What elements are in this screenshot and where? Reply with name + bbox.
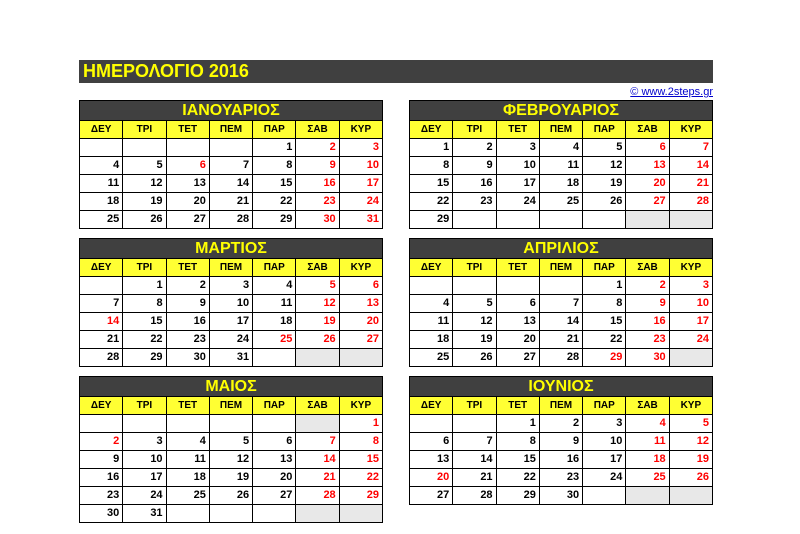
day-cell: 23 <box>453 193 496 211</box>
day-cell: 5 <box>453 295 496 313</box>
day-cell: 21 <box>669 175 712 193</box>
day-cell: 5 <box>669 415 712 433</box>
day-cell: 22 <box>339 469 382 487</box>
day-cell: 13 <box>166 175 209 193</box>
day-cell: 3 <box>583 415 626 433</box>
weekday-header: ΠΕΜ <box>539 259 582 277</box>
weekday-header: ΚΥΡ <box>339 259 382 277</box>
weekday-header: ΤΕΤ <box>496 397 539 415</box>
day-cell: 5 <box>583 139 626 157</box>
weekday-header: ΤΡΙ <box>453 259 496 277</box>
day-cell: 24 <box>339 193 382 211</box>
month-table <box>409 238 713 367</box>
month-table <box>79 238 383 367</box>
day-cell: 29 <box>339 487 382 505</box>
day-cell: 9 <box>166 295 209 313</box>
day-cell: 6 <box>496 295 539 313</box>
day-cell: 27 <box>410 487 453 505</box>
day-cell: 30 <box>166 349 209 367</box>
day-cell: 6 <box>626 139 669 157</box>
empty-cell <box>209 505 252 523</box>
day-cell: 17 <box>123 469 166 487</box>
day-cell: 15 <box>339 451 382 469</box>
empty-cell <box>626 487 669 505</box>
day-cell: 30 <box>80 505 123 523</box>
weekday-header: ΔΕΥ <box>80 121 123 139</box>
empty-cell <box>80 277 123 295</box>
empty-cell <box>296 415 339 433</box>
empty-cell <box>123 139 166 157</box>
empty-cell <box>453 415 496 433</box>
day-cell: 29 <box>253 211 296 229</box>
day-cell: 19 <box>453 331 496 349</box>
day-cell: 11 <box>253 295 296 313</box>
empty-cell <box>80 139 123 157</box>
day-cell: 12 <box>123 175 166 193</box>
day-cell: 13 <box>410 451 453 469</box>
weekday-header: ΠΑΡ <box>583 397 626 415</box>
day-cell: 9 <box>296 157 339 175</box>
weekday-header: ΚΥΡ <box>669 397 712 415</box>
day-cell: 13 <box>253 451 296 469</box>
day-cell: 15 <box>410 175 453 193</box>
weekday-header: ΠΑΡ <box>583 121 626 139</box>
day-cell: 29 <box>583 349 626 367</box>
weekday-header: ΤΕΤ <box>496 259 539 277</box>
day-cell: 30 <box>296 211 339 229</box>
weekday-header: ΚΥΡ <box>339 121 382 139</box>
day-cell: 26 <box>669 469 712 487</box>
weekday-header: ΤΕΤ <box>496 121 539 139</box>
month-table <box>409 376 713 505</box>
day-cell: 25 <box>410 349 453 367</box>
weekday-header: ΠΑΡ <box>253 397 296 415</box>
weekday-header: ΣΑΒ <box>296 397 339 415</box>
day-cell: 21 <box>209 193 252 211</box>
day-cell: 28 <box>453 487 496 505</box>
weekday-header: ΔΕΥ <box>80 397 123 415</box>
day-cell: 1 <box>339 415 382 433</box>
day-cell: 8 <box>123 295 166 313</box>
day-cell: 17 <box>339 175 382 193</box>
empty-cell <box>296 349 339 367</box>
weekday-header: ΣΑΒ <box>296 259 339 277</box>
day-cell: 20 <box>496 331 539 349</box>
month-name: ΙΑΝΟΥΑΡΙΟΣ <box>80 101 383 121</box>
day-cell: 23 <box>539 469 582 487</box>
day-cell: 22 <box>253 193 296 211</box>
day-cell: 12 <box>669 433 712 451</box>
month-name: ΜΑΡΤΙΟΣ <box>80 239 383 259</box>
day-cell: 13 <box>496 313 539 331</box>
empty-cell <box>583 487 626 505</box>
month-table <box>79 376 383 523</box>
day-cell: 29 <box>410 211 453 229</box>
empty-cell <box>166 139 209 157</box>
day-cell: 23 <box>626 331 669 349</box>
day-cell: 12 <box>209 451 252 469</box>
empty-cell <box>339 349 382 367</box>
month-name: ΙΟΥΝΙΟΣ <box>410 377 713 397</box>
day-cell: 3 <box>669 277 712 295</box>
day-cell: 12 <box>296 295 339 313</box>
day-cell: 17 <box>209 313 252 331</box>
title-bar <box>79 60 713 83</box>
day-cell: 5 <box>296 277 339 295</box>
month-name: ΦΕΒΡΟΥΑΡΙΟΣ <box>410 101 713 121</box>
weekday-header: ΠΕΜ <box>209 259 252 277</box>
day-cell: 3 <box>339 139 382 157</box>
day-cell: 10 <box>123 451 166 469</box>
day-cell: 27 <box>496 349 539 367</box>
day-cell: 28 <box>669 193 712 211</box>
page-title: ΗΜΕΡΟΛΟΓΙΟ 2016 <box>83 61 249 81</box>
day-cell: 10 <box>583 433 626 451</box>
day-cell: 19 <box>669 451 712 469</box>
day-cell: 9 <box>80 451 123 469</box>
day-cell: 7 <box>209 157 252 175</box>
day-cell: 18 <box>410 331 453 349</box>
day-cell: 12 <box>453 313 496 331</box>
weekday-header: ΔΕΥ <box>80 259 123 277</box>
day-cell: 31 <box>209 349 252 367</box>
day-cell: 23 <box>296 193 339 211</box>
weekday-header: ΔΕΥ <box>410 259 453 277</box>
day-cell: 10 <box>496 157 539 175</box>
day-cell: 3 <box>496 139 539 157</box>
weekday-header: ΚΥΡ <box>339 397 382 415</box>
day-cell: 18 <box>626 451 669 469</box>
day-cell: 8 <box>410 157 453 175</box>
empty-cell <box>166 415 209 433</box>
empty-cell <box>626 211 669 229</box>
day-cell: 20 <box>339 313 382 331</box>
day-cell: 28 <box>80 349 123 367</box>
day-cell: 11 <box>626 433 669 451</box>
day-cell: 20 <box>626 175 669 193</box>
day-cell: 14 <box>209 175 252 193</box>
month-name: ΑΠΡΙΛΙΟΣ <box>410 239 713 259</box>
day-cell: 2 <box>296 139 339 157</box>
empty-cell <box>669 211 712 229</box>
day-cell: 16 <box>296 175 339 193</box>
day-cell: 1 <box>410 139 453 157</box>
day-cell: 2 <box>453 139 496 157</box>
day-cell: 26 <box>296 331 339 349</box>
day-cell: 27 <box>626 193 669 211</box>
day-cell: 6 <box>253 433 296 451</box>
weekday-header: ΤΡΙ <box>123 121 166 139</box>
day-cell: 22 <box>410 193 453 211</box>
empty-cell <box>669 487 712 505</box>
day-cell: 23 <box>80 487 123 505</box>
day-cell: 14 <box>296 451 339 469</box>
day-cell: 11 <box>410 313 453 331</box>
day-cell: 1 <box>253 139 296 157</box>
day-cell: 25 <box>166 487 209 505</box>
day-cell: 29 <box>496 487 539 505</box>
day-cell: 9 <box>453 157 496 175</box>
day-cell: 1 <box>123 277 166 295</box>
day-cell: 26 <box>209 487 252 505</box>
day-cell: 15 <box>496 451 539 469</box>
day-cell: 28 <box>539 349 582 367</box>
day-cell: 16 <box>166 313 209 331</box>
day-cell: 6 <box>410 433 453 451</box>
day-cell: 25 <box>80 211 123 229</box>
day-cell: 17 <box>583 451 626 469</box>
day-cell: 16 <box>626 313 669 331</box>
day-cell: 25 <box>539 193 582 211</box>
day-cell: 3 <box>209 277 252 295</box>
day-cell: 19 <box>209 469 252 487</box>
weekday-header: ΠΕΜ <box>209 397 252 415</box>
day-cell: 27 <box>166 211 209 229</box>
day-cell: 28 <box>296 487 339 505</box>
empty-cell <box>496 211 539 229</box>
day-cell: 18 <box>166 469 209 487</box>
day-cell: 21 <box>80 331 123 349</box>
weekday-header: ΠΕΜ <box>539 397 582 415</box>
weekday-header: ΚΥΡ <box>669 259 712 277</box>
day-cell: 27 <box>339 331 382 349</box>
empty-cell <box>410 277 453 295</box>
day-cell: 20 <box>410 469 453 487</box>
day-cell: 19 <box>583 175 626 193</box>
day-cell: 4 <box>539 139 582 157</box>
day-cell: 10 <box>669 295 712 313</box>
day-cell: 10 <box>339 157 382 175</box>
empty-cell <box>669 349 712 367</box>
day-cell: 2 <box>166 277 209 295</box>
day-cell: 3 <box>123 433 166 451</box>
day-cell: 14 <box>539 313 582 331</box>
empty-cell <box>496 277 539 295</box>
month-table <box>409 100 713 229</box>
empty-cell <box>209 139 252 157</box>
weekday-header: ΣΑΒ <box>626 397 669 415</box>
day-cell: 10 <box>209 295 252 313</box>
day-cell: 14 <box>453 451 496 469</box>
day-cell: 26 <box>453 349 496 367</box>
day-cell: 15 <box>583 313 626 331</box>
weekday-header: ΔΕΥ <box>410 397 453 415</box>
day-cell: 2 <box>80 433 123 451</box>
day-cell: 9 <box>539 433 582 451</box>
month-name: ΜΑΙΟΣ <box>80 377 383 397</box>
empty-cell <box>539 211 582 229</box>
weekday-header: ΠΕΜ <box>209 121 252 139</box>
weekday-header: ΠΑΡ <box>253 259 296 277</box>
weekday-header: ΔΕΥ <box>410 121 453 139</box>
weekday-header: ΤΕΤ <box>166 259 209 277</box>
day-cell: 24 <box>583 469 626 487</box>
day-cell: 11 <box>539 157 582 175</box>
day-cell: 17 <box>669 313 712 331</box>
day-cell: 4 <box>626 415 669 433</box>
day-cell: 16 <box>539 451 582 469</box>
day-cell: 1 <box>496 415 539 433</box>
weekday-header: ΣΑΒ <box>626 121 669 139</box>
day-cell: 21 <box>453 469 496 487</box>
day-cell: 16 <box>80 469 123 487</box>
day-cell: 26 <box>123 211 166 229</box>
day-cell: 4 <box>80 157 123 175</box>
day-cell: 9 <box>626 295 669 313</box>
day-cell: 21 <box>296 469 339 487</box>
weekday-header: ΠΑΡ <box>253 121 296 139</box>
day-cell: 25 <box>253 331 296 349</box>
day-cell: 28 <box>209 211 252 229</box>
empty-cell <box>296 505 339 523</box>
day-cell: 14 <box>669 157 712 175</box>
weekday-header: ΤΡΙ <box>123 259 166 277</box>
empty-cell <box>253 505 296 523</box>
weekday-header: ΤΕΤ <box>166 397 209 415</box>
day-cell: 18 <box>253 313 296 331</box>
day-cell: 26 <box>583 193 626 211</box>
day-cell: 22 <box>583 331 626 349</box>
day-cell: 5 <box>209 433 252 451</box>
day-cell: 6 <box>166 157 209 175</box>
day-cell: 22 <box>123 331 166 349</box>
empty-cell <box>123 415 166 433</box>
empty-cell <box>209 415 252 433</box>
day-cell: 11 <box>166 451 209 469</box>
weekday-header: ΠΕΜ <box>539 121 582 139</box>
day-cell: 19 <box>296 313 339 331</box>
day-cell: 24 <box>496 193 539 211</box>
day-cell: 7 <box>453 433 496 451</box>
day-cell: 15 <box>123 313 166 331</box>
day-cell: 18 <box>539 175 582 193</box>
day-cell: 27 <box>253 487 296 505</box>
day-cell: 8 <box>496 433 539 451</box>
day-cell: 30 <box>539 487 582 505</box>
day-cell: 31 <box>339 211 382 229</box>
day-cell: 7 <box>539 295 582 313</box>
day-cell: 4 <box>410 295 453 313</box>
day-cell: 29 <box>123 349 166 367</box>
month-table <box>79 100 383 229</box>
day-cell: 8 <box>339 433 382 451</box>
empty-cell <box>80 415 123 433</box>
day-cell: 11 <box>80 175 123 193</box>
day-cell: 2 <box>626 277 669 295</box>
day-cell: 4 <box>253 277 296 295</box>
weekday-header: ΣΑΒ <box>296 121 339 139</box>
empty-cell <box>453 211 496 229</box>
weekday-header: ΣΑΒ <box>626 259 669 277</box>
day-cell: 6 <box>339 277 382 295</box>
day-cell: 20 <box>166 193 209 211</box>
empty-cell <box>410 415 453 433</box>
day-cell: 1 <box>583 277 626 295</box>
day-cell: 7 <box>669 139 712 157</box>
day-cell: 2 <box>539 415 582 433</box>
day-cell: 5 <box>123 157 166 175</box>
weekday-header: ΤΡΙ <box>453 397 496 415</box>
weekday-header: ΚΥΡ <box>669 121 712 139</box>
empty-cell <box>253 415 296 433</box>
day-cell: 8 <box>583 295 626 313</box>
day-cell: 30 <box>626 349 669 367</box>
empty-cell <box>166 505 209 523</box>
day-cell: 7 <box>80 295 123 313</box>
day-cell: 8 <box>253 157 296 175</box>
day-cell: 17 <box>496 175 539 193</box>
day-cell: 13 <box>626 157 669 175</box>
day-cell: 4 <box>166 433 209 451</box>
credit-link[interactable]: © www.2steps.gr <box>630 86 713 98</box>
day-cell: 23 <box>166 331 209 349</box>
day-cell: 12 <box>583 157 626 175</box>
day-cell: 25 <box>626 469 669 487</box>
day-cell: 15 <box>253 175 296 193</box>
day-cell: 24 <box>123 487 166 505</box>
day-cell: 24 <box>669 331 712 349</box>
empty-cell <box>253 349 296 367</box>
day-cell: 18 <box>80 193 123 211</box>
day-cell: 7 <box>296 433 339 451</box>
day-cell: 14 <box>80 313 123 331</box>
day-cell: 21 <box>539 331 582 349</box>
day-cell: 19 <box>123 193 166 211</box>
day-cell: 20 <box>253 469 296 487</box>
empty-cell <box>583 211 626 229</box>
day-cell: 31 <box>123 505 166 523</box>
day-cell: 24 <box>209 331 252 349</box>
weekday-header: ΠΑΡ <box>583 259 626 277</box>
empty-cell <box>339 505 382 523</box>
empty-cell <box>453 277 496 295</box>
day-cell: 13 <box>339 295 382 313</box>
weekday-header: ΤΕΤ <box>166 121 209 139</box>
weekday-header: ΤΡΙ <box>453 121 496 139</box>
empty-cell <box>539 277 582 295</box>
weekday-header: ΤΡΙ <box>123 397 166 415</box>
day-cell: 22 <box>496 469 539 487</box>
day-cell: 16 <box>453 175 496 193</box>
